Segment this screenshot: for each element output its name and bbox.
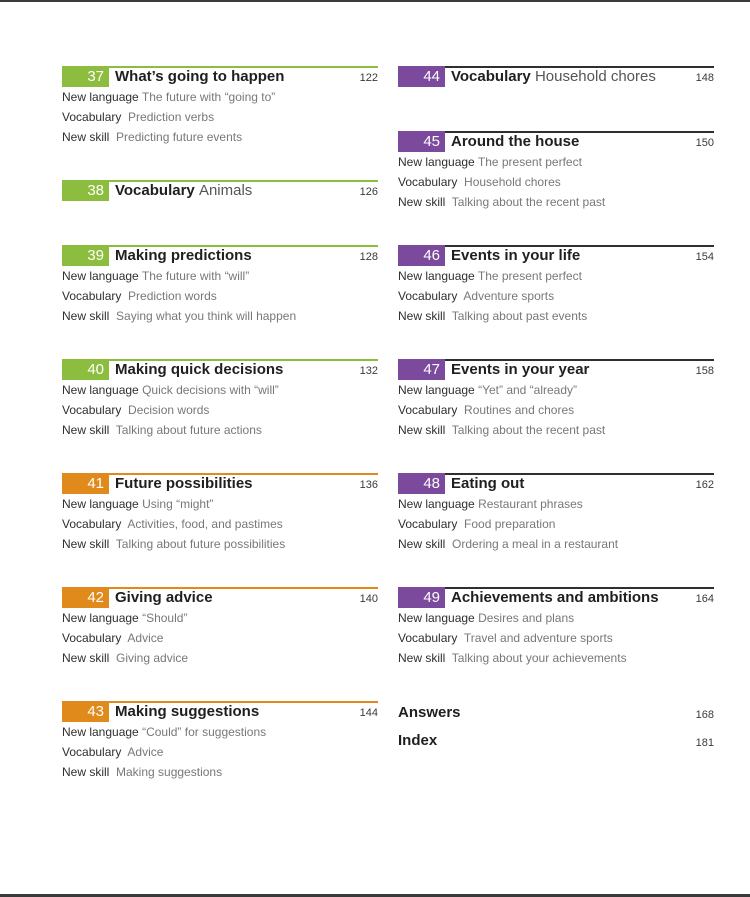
contents-entry-49[interactable]: [398, 587, 714, 668]
index-page-number: 181: [695, 737, 714, 749]
vocabulary-line: [398, 628, 714, 648]
new-skill-label: New skill: [398, 651, 446, 665]
contents-entry-index[interactable]: [398, 729, 714, 753]
contents-entry-41[interactable]: [62, 473, 378, 554]
contents-entry-answers[interactable]: [398, 701, 714, 725]
vocabulary-value: Prediction words: [128, 289, 217, 303]
unit-number: 37: [62, 66, 109, 87]
vocabulary-line: [62, 628, 378, 648]
unit-title: [451, 245, 580, 266]
unit-number: 42: [62, 587, 109, 608]
vocabulary-label: Vocabulary: [398, 517, 458, 531]
unit-title: [451, 131, 579, 152]
vocabulary-line: [62, 742, 378, 762]
unit-number: 38: [62, 180, 109, 201]
unit-title-text: Events in your year: [451, 361, 590, 378]
vocabulary-value: Routines and chores: [464, 403, 575, 417]
unit-title-text: Eating out: [451, 475, 525, 492]
unit-title: [451, 66, 656, 87]
unit-title-text: Future possibilities: [115, 475, 253, 492]
entry-header: [62, 180, 378, 201]
new-language-line: [62, 87, 378, 107]
unit-title-text: Making predictions: [115, 247, 252, 264]
entry-header: [62, 359, 378, 380]
vocabulary-label: Vocabulary: [398, 403, 458, 417]
entry-header: [398, 587, 714, 608]
new-language-line: [62, 494, 378, 514]
vocabulary-value: Advice: [127, 631, 164, 645]
vocabulary-line: [398, 172, 714, 192]
new-skill-label: New skill: [398, 537, 446, 551]
vocabulary-value: Food preparation: [464, 517, 556, 531]
page-number: 158: [695, 365, 714, 377]
entry-header: [62, 587, 378, 608]
unit-title: [115, 587, 213, 608]
new-language-value: The future with “will”: [141, 269, 250, 283]
contents-entry-38[interactable]: [62, 180, 378, 201]
page-number: 164: [695, 593, 714, 605]
new-skill-label: New skill: [62, 651, 110, 665]
index-label: Index: [398, 732, 438, 749]
new-language-label: New language: [62, 383, 139, 397]
new-language-label: New language: [398, 497, 475, 511]
new-language-line: [62, 266, 378, 286]
entry-header: [398, 131, 714, 152]
new-language-label: New language: [62, 90, 139, 104]
new-skill-value: Talking about future actions: [115, 423, 262, 437]
contents-entry-45[interactable]: [398, 131, 714, 212]
entry-rule: [398, 473, 714, 475]
contents-entry-44[interactable]: [398, 66, 714, 87]
vocabulary-value: Travel and adventure sports: [463, 631, 613, 645]
page-number: 162: [695, 479, 714, 491]
page-number: 150: [695, 137, 714, 149]
new-skill-line: [398, 192, 714, 212]
unit-title-text: Vocabulary: [451, 68, 531, 85]
new-language-value: Desires and plans: [478, 611, 575, 625]
unit-title: [115, 473, 253, 494]
new-skill-line: [398, 306, 714, 326]
new-language-line: [398, 266, 714, 286]
new-language-label: New language: [62, 611, 139, 625]
new-language-line: [62, 722, 378, 742]
page-number: 122: [359, 72, 378, 84]
contents-entry-37[interactable]: [62, 66, 378, 147]
new-skill-line: [398, 534, 714, 554]
contents-entry-47[interactable]: [398, 359, 714, 440]
unit-title-text: Making quick decisions: [115, 361, 284, 378]
vocabulary-value: Activities, food, and pastimes: [127, 517, 283, 531]
new-skill-label: New skill: [62, 765, 110, 779]
unit-title: [115, 701, 259, 722]
entry-header: [398, 473, 714, 494]
new-skill-label: New skill: [62, 537, 110, 551]
new-language-value: The present perfect: [477, 269, 582, 283]
new-language-value: Restaurant phrases: [478, 497, 583, 511]
top-rule: [0, 0, 750, 2]
new-skill-value: Talking about past events: [451, 309, 588, 323]
new-skill-line: [398, 420, 714, 440]
unit-title: [115, 180, 252, 201]
unit-title-text: Events in your life: [451, 247, 581, 264]
vocabulary-value: Adventure sports: [463, 289, 555, 303]
new-skill-value: Talking about future possibilities: [115, 537, 286, 551]
contents-entry-40[interactable]: [62, 359, 378, 440]
unit-title-text: What’s going to happen: [115, 68, 285, 85]
entry-rule: [62, 587, 378, 589]
new-skill-value: Making suggestions: [116, 765, 223, 779]
vocabulary-line: [398, 400, 714, 420]
unit-title-text: Vocabulary: [115, 182, 195, 199]
new-language-label: New language: [62, 269, 139, 283]
new-skill-line: [62, 420, 378, 440]
contents-entry-43[interactable]: [62, 701, 378, 782]
new-skill-line: [62, 762, 378, 782]
new-language-line: [62, 608, 378, 628]
new-skill-value: Giving advice: [116, 651, 189, 665]
new-language-label: New language: [62, 497, 139, 511]
unit-subtitle: Animals: [198, 182, 253, 199]
new-skill-label: New skill: [62, 423, 110, 437]
new-language-line: [398, 494, 714, 514]
unit-subtitle: Household chores: [534, 68, 656, 85]
vocabulary-label: Vocabulary: [62, 631, 122, 645]
new-language-line: [398, 608, 714, 628]
page-number: 136: [359, 479, 378, 491]
unit-number: 49: [398, 587, 445, 608]
vocabulary-value: Household chores: [464, 175, 561, 189]
answers-label: Answers: [398, 704, 461, 721]
unit-title: [451, 473, 524, 494]
new-skill-value: Talking about the recent past: [451, 195, 606, 209]
new-language-value: “Should”: [142, 611, 188, 625]
vocabulary-line: [62, 514, 378, 534]
unit-number: 46: [398, 245, 445, 266]
unit-title-text: Achievements and ambitions: [451, 589, 659, 606]
unit-number: 44: [398, 66, 445, 87]
new-skill-value: Ordering a meal in a restaurant: [452, 537, 619, 551]
new-skill-value: Predicting future events: [116, 130, 243, 144]
vocabulary-label: Vocabulary: [398, 631, 458, 645]
entry-header: [398, 245, 714, 266]
vocabulary-label: Vocabulary: [62, 110, 122, 124]
new-skill-label: New skill: [62, 130, 110, 144]
new-skill-line: [62, 306, 378, 326]
page-number: 126: [359, 186, 378, 198]
unit-number: 41: [62, 473, 109, 494]
new-language-label: New language: [398, 383, 475, 397]
entry-header: [62, 473, 378, 494]
new-skill-line: [62, 648, 378, 668]
vocabulary-line: [62, 107, 378, 127]
unit-number: 45: [398, 131, 445, 152]
unit-number: 43: [62, 701, 109, 722]
unit-number: 47: [398, 359, 445, 380]
vocabulary-label: Vocabulary: [398, 289, 458, 303]
new-language-line: [398, 380, 714, 400]
unit-title: [115, 245, 252, 266]
entry-header: [62, 245, 378, 266]
new-skill-value: Talking about your achievements: [451, 651, 627, 665]
vocabulary-value: Decision words: [128, 403, 210, 417]
new-skill-value: Talking about the recent past: [451, 423, 606, 437]
entry-header: [62, 66, 378, 87]
new-language-value: The present perfect: [477, 155, 582, 169]
unit-number: 39: [62, 245, 109, 266]
entry-header: [398, 66, 714, 87]
page-number: 148: [695, 72, 714, 84]
contents-entry-46[interactable]: [398, 245, 714, 326]
new-skill-label: New skill: [62, 309, 110, 323]
unit-title-text: Making suggestions: [115, 703, 260, 720]
new-language-value: The future with “going to”: [141, 90, 276, 104]
page-number: 154: [695, 251, 714, 263]
new-language-label: New language: [398, 155, 475, 169]
contents-entry-42[interactable]: [62, 587, 378, 668]
unit-title: [115, 359, 283, 380]
new-skill-value: Saying what you think will happen: [116, 309, 297, 323]
new-skill-label: New skill: [398, 309, 446, 323]
new-skill-line: [62, 127, 378, 147]
entry-header: [398, 359, 714, 380]
new-skill-label: New skill: [398, 195, 446, 209]
vocabulary-label: Vocabulary: [398, 175, 458, 189]
new-language-line: [62, 380, 378, 400]
new-language-label: New language: [398, 269, 475, 283]
answers-page-number: 168: [695, 709, 714, 721]
new-language-value: Quick decisions with “will”: [142, 383, 279, 397]
page-number: 140: [359, 593, 378, 605]
new-language-value: “Could” for suggestions: [142, 725, 267, 739]
vocabulary-label: Vocabulary: [62, 745, 122, 759]
vocabulary-line: [398, 286, 714, 306]
vocabulary-value: Prediction verbs: [128, 110, 215, 124]
page-number: 132: [359, 365, 378, 377]
vocabulary-value: Advice: [127, 745, 164, 759]
new-skill-line: [62, 534, 378, 554]
unit-number: 40: [62, 359, 109, 380]
contents-entry-48[interactable]: [398, 473, 714, 554]
page-number: 128: [359, 251, 378, 263]
new-language-label: New language: [398, 611, 475, 625]
new-language-value: Using “might”: [142, 497, 214, 511]
vocabulary-label: Vocabulary: [62, 517, 122, 531]
vocabulary-label: Vocabulary: [62, 403, 122, 417]
unit-title: [115, 66, 284, 87]
new-skill-line: [398, 648, 714, 668]
new-skill-label: New skill: [398, 423, 446, 437]
new-language-label: New language: [62, 725, 139, 739]
unit-title: [451, 359, 589, 380]
page-number: 144: [359, 707, 378, 719]
unit-number: 48: [398, 473, 445, 494]
vocabulary-line: [398, 514, 714, 534]
vocabulary-label: Vocabulary: [62, 289, 122, 303]
vocabulary-line: [62, 286, 378, 306]
unit-title-text: Giving advice: [115, 589, 213, 606]
vocabulary-line: [62, 400, 378, 420]
contents-entry-39[interactable]: [62, 245, 378, 326]
unit-title: [451, 587, 659, 608]
entry-header: [62, 701, 378, 722]
unit-title-text: Around the house: [451, 133, 580, 150]
new-language-value: “Yet” and “already”: [478, 383, 578, 397]
new-language-line: [398, 152, 714, 172]
